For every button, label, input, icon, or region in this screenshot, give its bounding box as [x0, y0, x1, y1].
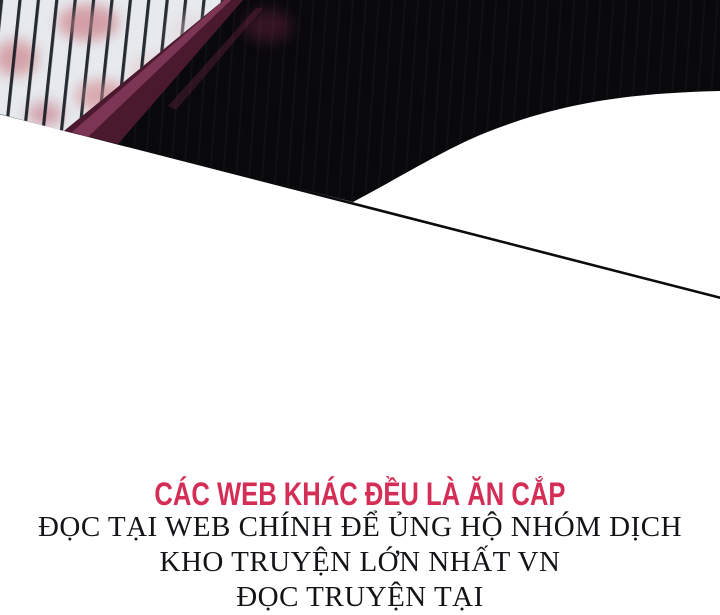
credit-line-read-at: ĐỌC TRUYỆN TẠI [236, 581, 484, 613]
warning-text: CÁC WEB KHÁC ĐỀU LÀ ĂN CẮP [154, 476, 566, 512]
credit-serif-lines [0, 510, 720, 615]
red-blur-smudge [244, 10, 292, 42]
credit-line-library: KHO TRUYỆN LỚN NHẤT VN [159, 546, 561, 578]
credits-block [0, 476, 720, 512]
credit-line-support: ĐỌC TẠI WEB CHÍNH ĐỂ ỦNG HỘ NHÓM DỊCH [37, 511, 683, 543]
